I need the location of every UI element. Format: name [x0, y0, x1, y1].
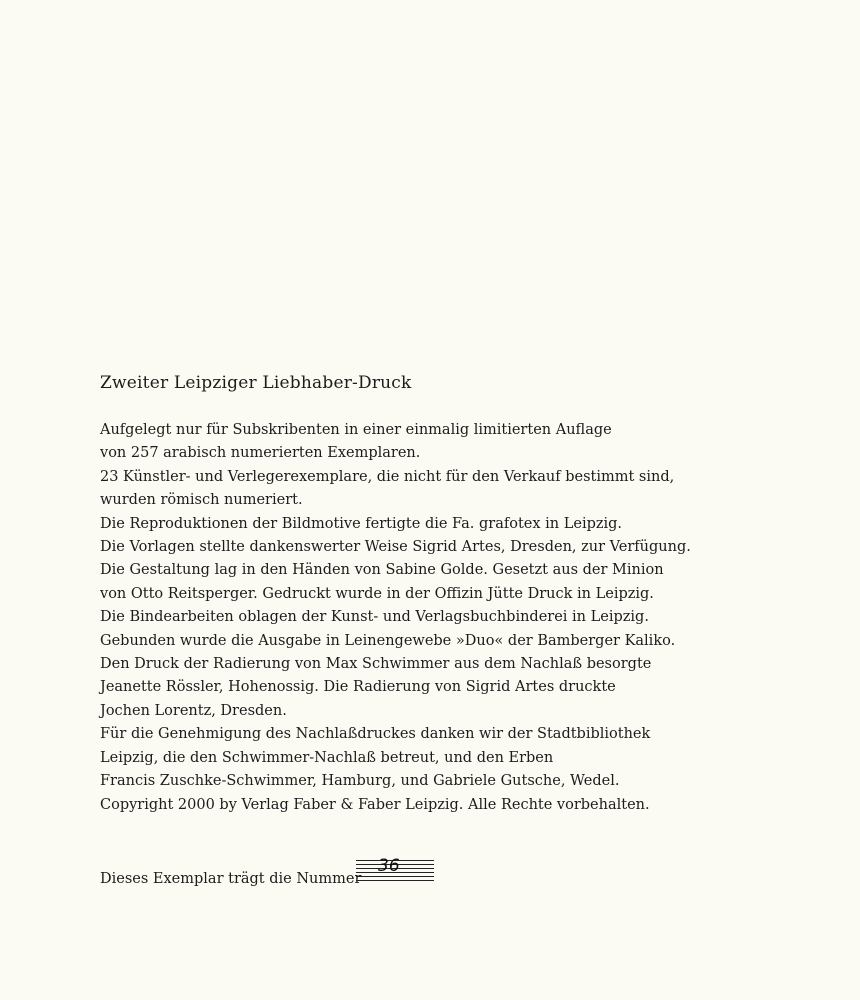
colophon-line: 23 Künstler- und Verlegerexemplare, die nicht für den Verkauf bestimmt sind,	[100, 468, 675, 485]
copy-number-row	[100, 858, 520, 888]
colophon-line: Francis Zuschke-Schwimmer, Hamburg, und Gabriele Gutsche, Wedel.	[100, 773, 620, 790]
copy-number-label: Dieses Exemplar trägt die Nummer	[100, 871, 362, 887]
colophon-line: Die Bindearbeiten oblagen der Kunst- und Verlagsbuchbinderei in Leipzig.	[100, 609, 649, 626]
colophon-line: Die Reproduktionen der Bildmotive fertigte die Fa. grafotex in Leipzig.	[100, 515, 623, 532]
colophon-line: von Otto Reitsperger. Gedruckt wurde in der Offizin Jütte Druck in Leipzig.	[100, 585, 654, 602]
handwritten-copy-number: 36	[378, 856, 400, 876]
colophon-line: Die Gestaltung lag in den Händen von Sabine Golde. Gesetzt aus der Minion	[100, 562, 664, 579]
colophon-line: Aufgelegt nur für Subskribenten in einer einmalig limitierten Auflage	[100, 422, 612, 438]
colophon-line: Für die Genehmigung des Nachlaßdruckes danken wir der Stadtbibliothek	[100, 726, 651, 743]
colophon-line: Jochen Lorentz, Dresden.	[100, 702, 287, 719]
colophon-line: Den Druck der Radierung von Max Schwimmer aus dem Nachlaß besorgte	[100, 656, 652, 673]
colophon-line: Leipzig, die den Schwimmer-Nachlaß betreut, und den Erben	[100, 749, 554, 766]
colophon-line: Die Vorlagen stellte dankenswerter Weise Sigrid Artes, Dresden, zur Verfügung.	[100, 539, 691, 556]
colophon-line: von 257 arabisch numerierten Exemplaren.	[100, 445, 421, 462]
colophon-line: Copyright 2000 by Verlag Faber & Faber Leipzig. Alle Rechte vorbehalten.	[100, 796, 650, 813]
colophon-line: wurden römisch numeriert.	[100, 492, 303, 509]
copy-number-field	[356, 858, 436, 884]
colophon-line: Gebunden wurde die Ausgabe in Leinengewebe »Duo« der Bamberger Kaliko.	[100, 632, 676, 649]
page-title: Zweiter Leipziger Liebhaber-Druck	[100, 373, 412, 393]
colophon-text	[100, 419, 750, 817]
colophon-line: Jeanette Rössler, Hohenossig. Die Radierung von Sigrid Artes druckte	[100, 679, 616, 696]
